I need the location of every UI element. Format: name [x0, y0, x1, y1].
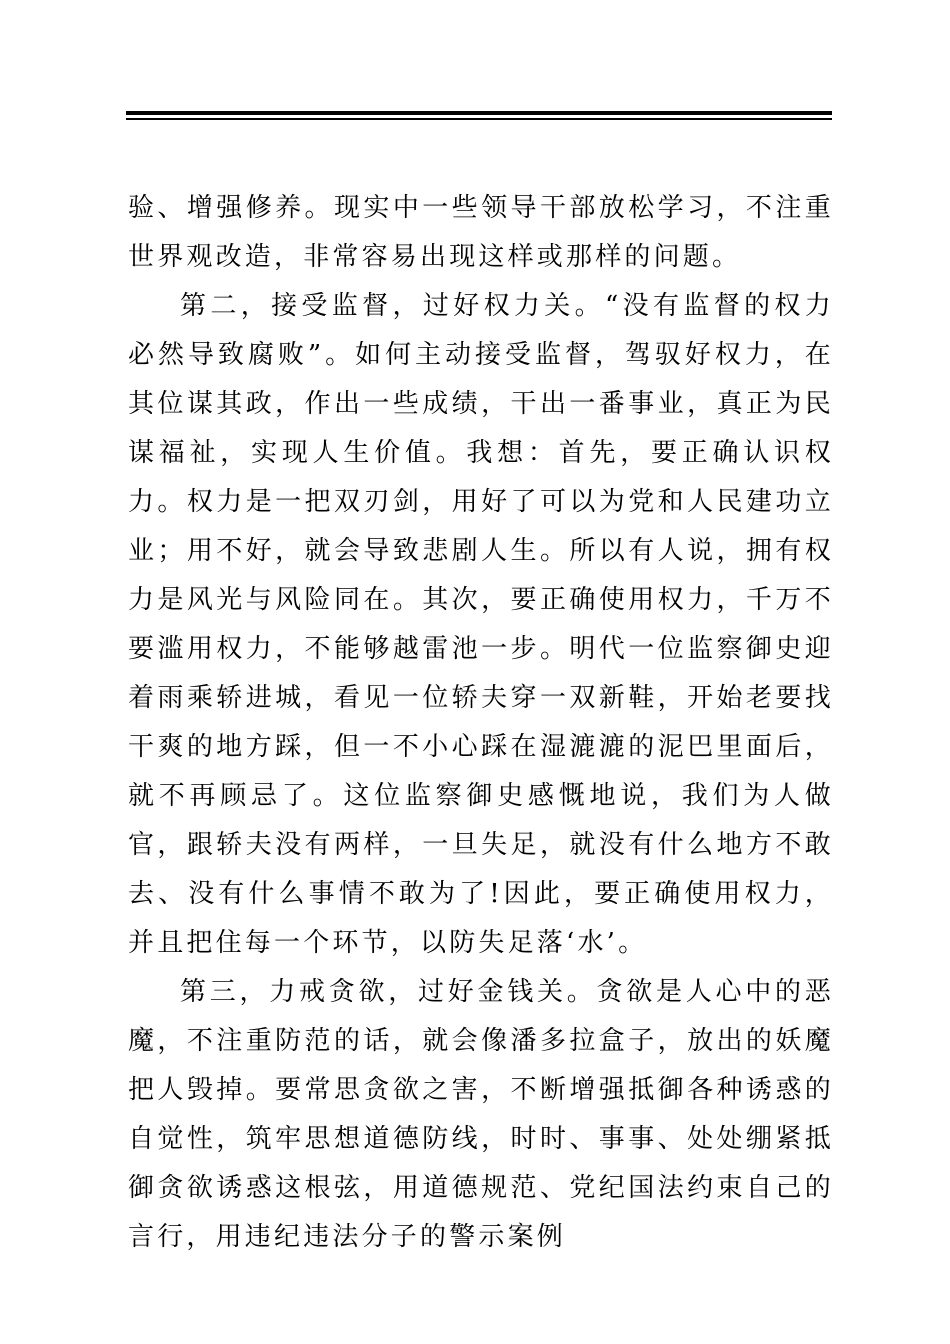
header-rule-thick — [126, 111, 832, 115]
document-body — [128, 184, 834, 1262]
paragraph-continuation: 验、增强修养。现实中一些领导干部放松学习，不注重世界观改造，非常容易出现这样或那样的问题。 — [128, 193, 834, 272]
paragraph-third-money: 第三，力戒贪欲，过好金钱关。贪欲是人心中的恶魔，不注重防范的话，就会像潘多拉盒子，放出的妖魔把人毁掉。要常思贪欲之害，不断增强抵御各种诱惑的自觉性，筑牢思想道德防线，时时、事事、处处绷紧抵御贪欲诱惑这根弦，用道德规范、党纪国法约束自己的言行，用违纪违法分子的警示案例 — [128, 977, 834, 1252]
header-double-rule — [126, 111, 832, 121]
paragraph-second-supervision: 第二，接受监督，过好权力关。“没有监督的权力必然导致腐败”。如何主动接受监督，驾驭好权力，在其位谋其政，作出一些成绩，干出一番事业，真正为民谋福祉，实现人生价值。我想：首先，要正确认识权力。权力是一把双刃剑，用好了可以为党和人民建功立业；用不好，就会导致悲剧人生。所以有人说，拥有权力是风光与风险同在。其次，要正确使用权力，千万不要滥用权力，不能够越雷池一步。明代一位监察御史迎着雨乘轿进城，看见一位轿夫穿一双新鞋，开始老要找干爽的地方踩，但一不小心踩在湿漉漉的泥巴里面后，就不再顾忌了。这位监察御史感慨地说，我们为人做官，跟轿夫没有两样，一旦失足，就没有什么地方不敢去、没有什么事情不敢为了!因此，要正确使用权力，并且把住每一个环节，以防失足落‘水’。 — [128, 291, 834, 958]
header-rule-thin — [126, 118, 832, 120]
